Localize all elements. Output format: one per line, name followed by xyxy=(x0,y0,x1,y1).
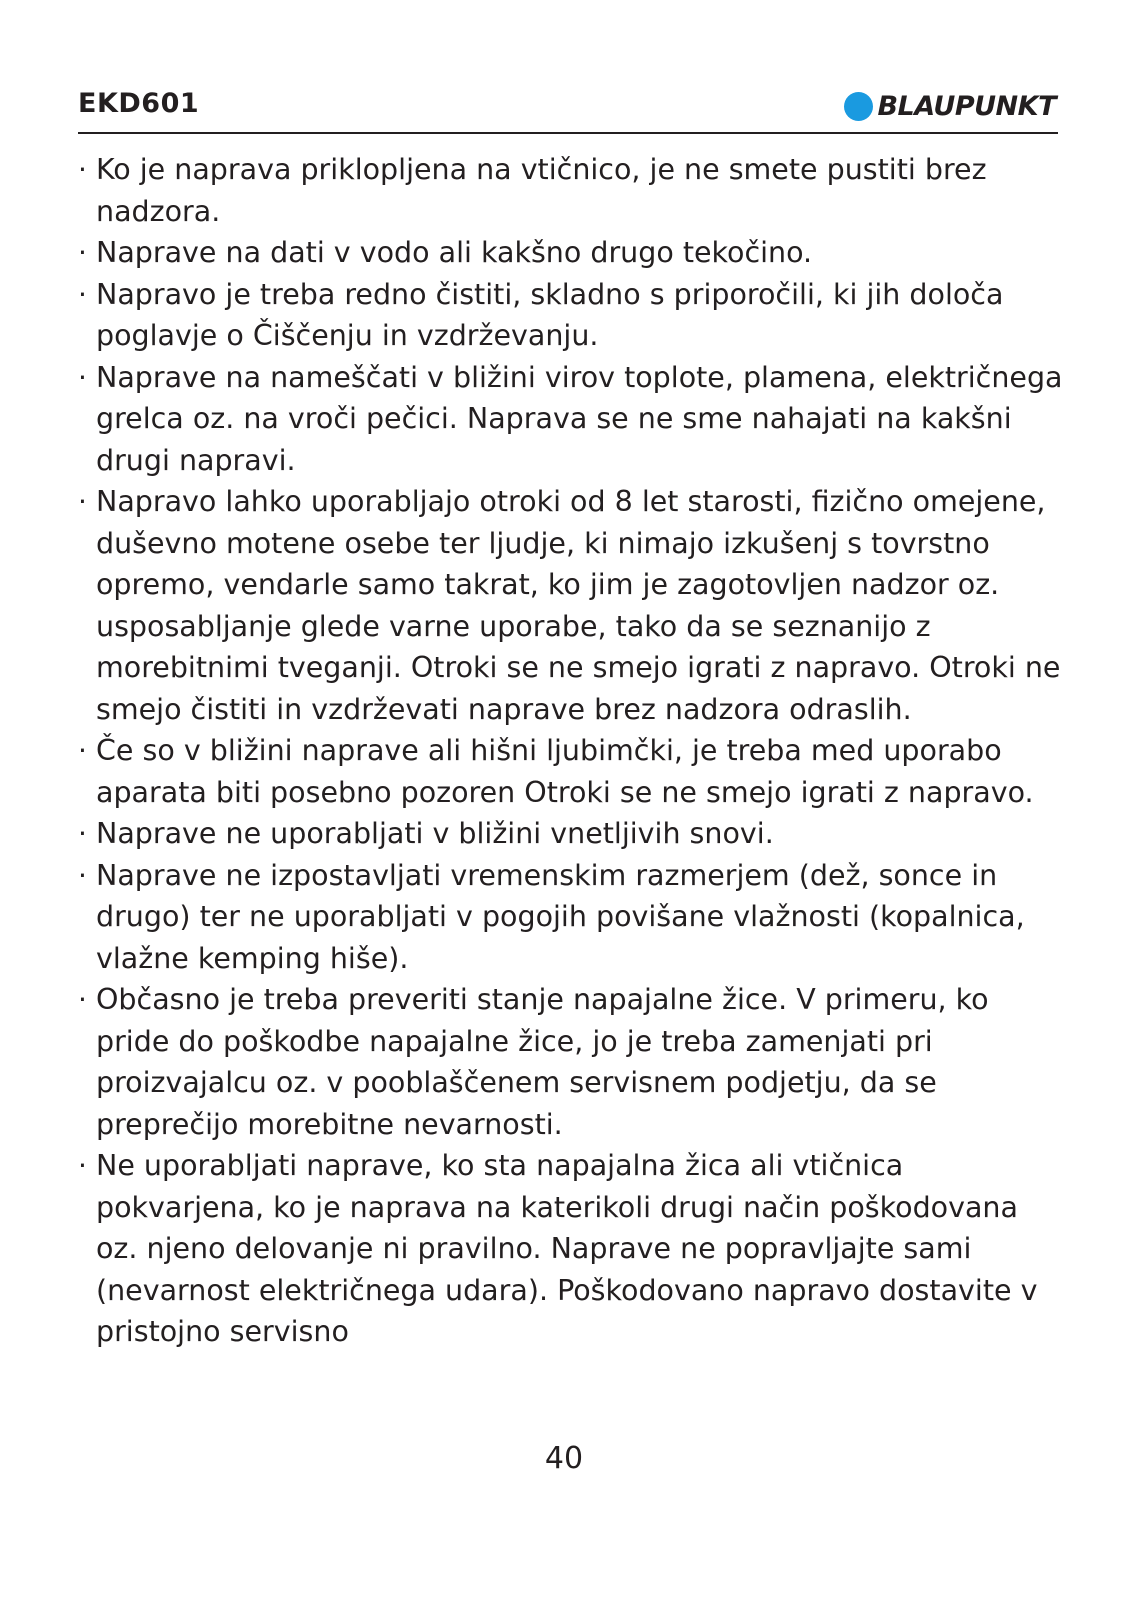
bullet-icon: · xyxy=(78,858,87,892)
bullet-icon: · xyxy=(78,485,87,518)
list-item xyxy=(78,232,1068,274)
brand-logo xyxy=(844,90,1056,122)
safety-instructions-list xyxy=(78,149,1068,1353)
page-header xyxy=(78,84,1058,134)
list-item xyxy=(78,730,1068,813)
bullet-icon: · xyxy=(78,817,87,850)
bullet-icon: · xyxy=(78,236,87,269)
list-item-text: Naprave ne izpostavljati vremenskim razmerjem (dež, sonce in drugo) ter ne uporabljati v pogojih povišane vlažnosti (kopalnica, vlažne kemping hiše). xyxy=(96,858,1025,975)
list-item-text: Naprave ne uporabljati v bližini vnetljivih snovi. xyxy=(96,817,774,850)
list-item-text: Ko je naprava priklopljena na vtičnico, je ne smete pustiti brez nadzora. xyxy=(96,153,987,228)
bullet-icon: · xyxy=(78,277,87,311)
list-item xyxy=(78,357,1068,482)
list-item xyxy=(78,274,1068,357)
list-item-text: Napravo lahko uporabljajo otroki od 8 let starosti, fizično omejene, duševno motene osebe ter ljudje, ki nimajo izkušenj s tovrstno opremo, vendarle samo takrat, ko jim je zagotovljen nadzor oz. usposabljanje glede varne uporabe, tako da se seznanijo z morebitnimi tveganji. Otroki se ne smejo igrati z napravo. Otroki ne smejo čistiti in vzdrževati naprave brez nadzora odraslih. xyxy=(96,485,1061,726)
bullet-icon: · xyxy=(78,1149,87,1182)
model-number: EKD601 xyxy=(78,88,200,119)
brand-name: BLAUPUNKT xyxy=(877,90,1056,122)
list-item-text: Če so v bližini naprave ali hišni ljubimčki, je treba med uporabo aparata biti posebno pozoren Otroki se ne smejo igrati z napravo. xyxy=(96,734,1034,809)
list-item-text: Naprave na dati v vodo ali kakšno drugo tekočino. xyxy=(96,236,813,269)
bullet-icon: · xyxy=(78,734,87,767)
list-item xyxy=(78,855,1068,980)
list-item-text: Ne uporabljati naprave, ko sta napajalna žica ali vtičnica pokvarjena, ko je naprava na katerikoli drugi način poškodovana oz. njeno delovanje ni pravilno. Naprave ne popravljajte sami (nevarnost električnega udara). Poškodovano napravo dostavite v pristojno servisno xyxy=(96,1149,1038,1348)
list-item xyxy=(78,149,1068,232)
brand-dot-icon xyxy=(844,92,873,121)
list-item xyxy=(78,813,1068,855)
list-item-text: Napravo je treba redno čistiti, skladno s priporočili, ki jih določa poglavje o Čiščenju in vzdrževanju. xyxy=(96,277,1004,352)
list-item xyxy=(78,1145,1068,1353)
list-item xyxy=(78,481,1068,730)
bullet-icon: · xyxy=(78,360,87,394)
bullet-icon: · xyxy=(78,983,87,1016)
bullet-icon: · xyxy=(78,153,87,186)
list-item xyxy=(78,979,1068,1145)
list-item-text: Občasno je treba preveriti stanje napajalne žice. V primeru, ko pride do poškodbe napajalne žice, jo je treba zamenjati pri proizvajalcu oz. v pooblaščenem servisnem podjetju, da se preprečijo morebitne nevarnosti. xyxy=(96,983,989,1141)
page-number: 40 xyxy=(544,1441,584,1476)
list-item-text: Naprave na nameščati v bližini virov toplote, plamena, električnega grelca oz. na vroči pečici. Naprava se ne sme nahajati na kakšni drugi napravi. xyxy=(96,360,1063,477)
